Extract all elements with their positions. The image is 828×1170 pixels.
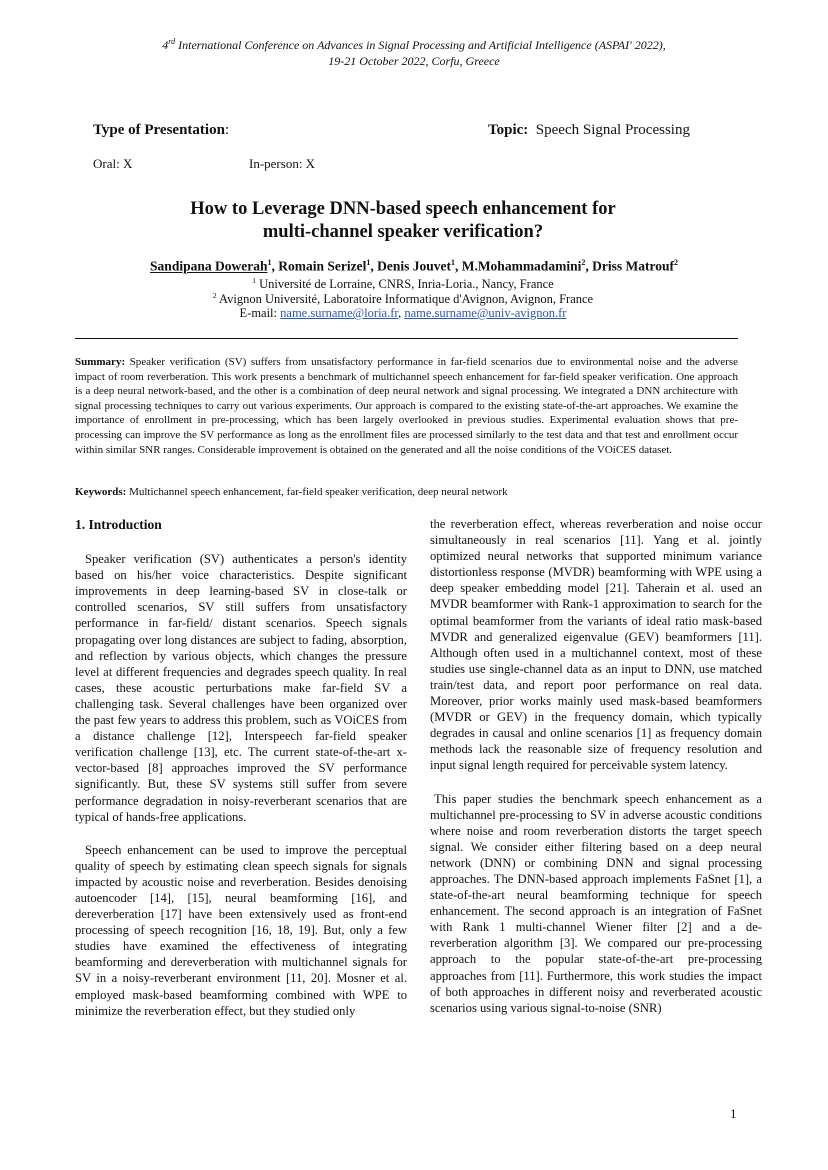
presentation-meta	[93, 122, 733, 139]
paragraph-gap	[430, 774, 762, 791]
topic-label: Topic:	[488, 122, 529, 138]
conference-name: International Conference on Advances in Signal Processing and Artificial Intelligence (ASPAI' 2022),	[175, 38, 666, 52]
email-label: E-mail:	[239, 306, 281, 320]
affiliation-1-text: Université de Lorraine, CNRS, Inria-Loria., Nancy, France	[256, 277, 554, 292]
title-line-1: How to Leverage DNN-based speech enhancement for	[190, 199, 616, 219]
keywords-line	[75, 486, 738, 498]
paper-title	[0, 198, 806, 244]
conference-header	[0, 34, 828, 69]
affiliation-2	[0, 291, 806, 307]
section-heading-introduction: 1. Introduction	[75, 517, 162, 532]
author-1-affil: 1	[267, 258, 272, 267]
author-list	[0, 258, 828, 275]
author-4-affil: 2	[581, 258, 586, 267]
affiliation-1	[0, 276, 806, 292]
summary-label: Summary:	[75, 356, 126, 368]
conference-line-1	[0, 34, 828, 53]
oral-option: Oral: X	[93, 156, 133, 171]
presentation-options	[93, 156, 316, 172]
author-5: , Driss Matrouf	[585, 258, 674, 274]
affiliation-2-text: Avignon Université, Laboratoire Informatique d'Avignon, Avignon, France	[216, 292, 594, 307]
email-link-avignon[interactable]: name.surname@univ-avignon.fr	[404, 306, 567, 320]
author-3: , Denis Jouvet	[370, 258, 451, 274]
author-4: , M.Mohammadamini	[454, 258, 582, 274]
intro-paragraph-3: the reverberation effect, whereas reverberation and noise occur simultaneously in real scenarios [11]. Yang et al. jointly optimized neural networks that supported minimum variance distortionless response (MVDR) beamforming with WPE using a deep speaker embedding model [21]. Taherain et al. used an MVDR beamformer with Rank-1 approximation to search for the optimal beamformer from the variants of ideal ratio mask-based MVDR and generalized eigenvalue (GEV) beamformers [11]. Although often used in a multichannel context, most of these studies use single-channel data as an input to DNN, use matched train/test data, and report poor performance on real data. Moreover, prior works mainly used mask-based beamformers (MVDR or GEV) in the frequency domain, which typically degrades in causal and online scenarios [1] as frequency domain methods lack the reasonable size of frequency resolution and input signal length required for perceivable system latency.	[430, 517, 762, 773]
author-1: Sandipana Dowerah	[150, 258, 268, 274]
keywords-label: Keywords:	[75, 486, 127, 498]
affiliation-1-marker: 1	[252, 276, 257, 285]
author-2: , Romain Serizel	[271, 258, 367, 274]
author-5-affil: 2	[673, 258, 678, 267]
header-divider	[75, 338, 738, 339]
author-3-affil: 1	[450, 258, 455, 267]
intro-paragraph-1: Speaker verification (SV) authenticates a person's identity based on his/her voice characteristics. Despite significant improvements in deep learning-based SV in close-talk or controlled scenarios, SV still suffers from unsatisfactory performance in far-field/ distant scenarios. Speech signals propagating over long distances are subject to fading, absorption, and reflection by various objects, which changes the pressure level at different frequencies and degrades speech quality. In real cases, these acoustic perturbations make far-field SV a challenging task. Several challenges have been organized over the past few years to address this problem, such as VOiCES from a distance challenge [12], Interspeech far-field speaker verification challenge [13], etc. The current state-of-the-art x-vector-based [8] approaches improved the SV performance significantly. But, these SV systems still suffer from severe performance degradation in noisy-reverberant scenarios that are typical of hands-free applications.	[75, 552, 407, 824]
summary-paragraph	[75, 355, 738, 457]
in-person-option: In-person: X	[249, 156, 316, 171]
left-column	[75, 517, 407, 1019]
title-line-2: multi-channel speaker verification?	[262, 222, 544, 242]
conference-ordinal: 4	[162, 38, 169, 52]
intro-paragraph-4: This paper studies the benchmark speech enhancement as a multichannel pre-processing to SV in adverse acoustic conditions where noise and room reverberation distorts the target speech signal. We consider either filtering based on a deep neural network (DNN) or combining DNN and signal processing approaches. The DNN-based approach implements FaSnet [1], a state-of-the-art neural beamforming technique for speech enhancement. The second approach is an integration of FaSnet with Rank 1 multi-channel Wiener filter [2] and a de-reverberation algorithm [3]. We compared our pre-processing approach to the popular state-of-the-art pre-processing approaches from [11]. Furthermore, this work studies the impact of both approaches in different noisy and reverberated acoustic scenarios using various signal-to-noise (SNR)	[430, 791, 762, 1015]
author-2-affil: 1	[366, 258, 371, 267]
paragraph-gap	[75, 825, 407, 842]
intro-paragraph-2: Speech enhancement can be used to improve the perceptual quality of speech by estimating clean speech signals for signals impacted by acoustic noise and reverberation. Besides denoising autoencoder [14], [15], neural beamforming [16], and dereverberation [17] have been extensively used as front-end processing of speech recognition [16, 18, 19]. But, only a few studies have examined the effectiveness of integrating beamforming and dereverberation with multichannel signals for SV in a noisy-reverberant environment [11, 20]. Mosner et al. employed mask-based beamforming combined with WPE to minimize the reverberation effect, but they studied only	[75, 842, 407, 1018]
email-line	[0, 306, 806, 321]
affiliation-2-marker: 2	[212, 291, 217, 300]
topic	[488, 122, 690, 139]
type-of-presentation	[93, 122, 229, 138]
summary-text: Speaker verification (SV) suffers from unsatisfactory performance in far-field scenarios due to environmental noise and the adverse impact of room reverberation. This work presents a benchmark of multichannel speech enhancement for far-field speaker verification. One approach is a deep neural network-based, and the other is a combination of deep neural network and signal processing. We integrated a DNN architecture with signal processing techniques to carry out various experiments. Our approach is compared to the existing state-of-the-art approaches. We examine the importance of enrollment in pre-processing, which has been largely overlooked in previous studies. Experimental evaluation shows that pre-processing can improve the SV performance as long as the enrollment files are processed similarly to the test data and that test and enrollment occur within similar SNR ranges. Considerable improvement is obtained on the generated and all the noise conditions of the VOiCES dataset.	[75, 356, 738, 456]
email-separator: ,	[398, 306, 405, 320]
keywords-text: Multichannel speech enhancement, far-field speaker verification, deep neural network	[126, 486, 508, 498]
type-label: Type of Presentation	[93, 122, 225, 138]
email-link-loria[interactable]: name.surname@loria.fr	[280, 306, 399, 320]
conference-line-2: 19-21 October 2022, Corfu, Greece	[328, 54, 500, 68]
topic-value: Speech Signal Processing	[535, 122, 690, 138]
conference-ordinal-suffix: rd	[168, 37, 176, 46]
type-colon: :	[224, 122, 230, 138]
page-number: 1	[730, 1106, 737, 1121]
right-column	[430, 516, 762, 1016]
